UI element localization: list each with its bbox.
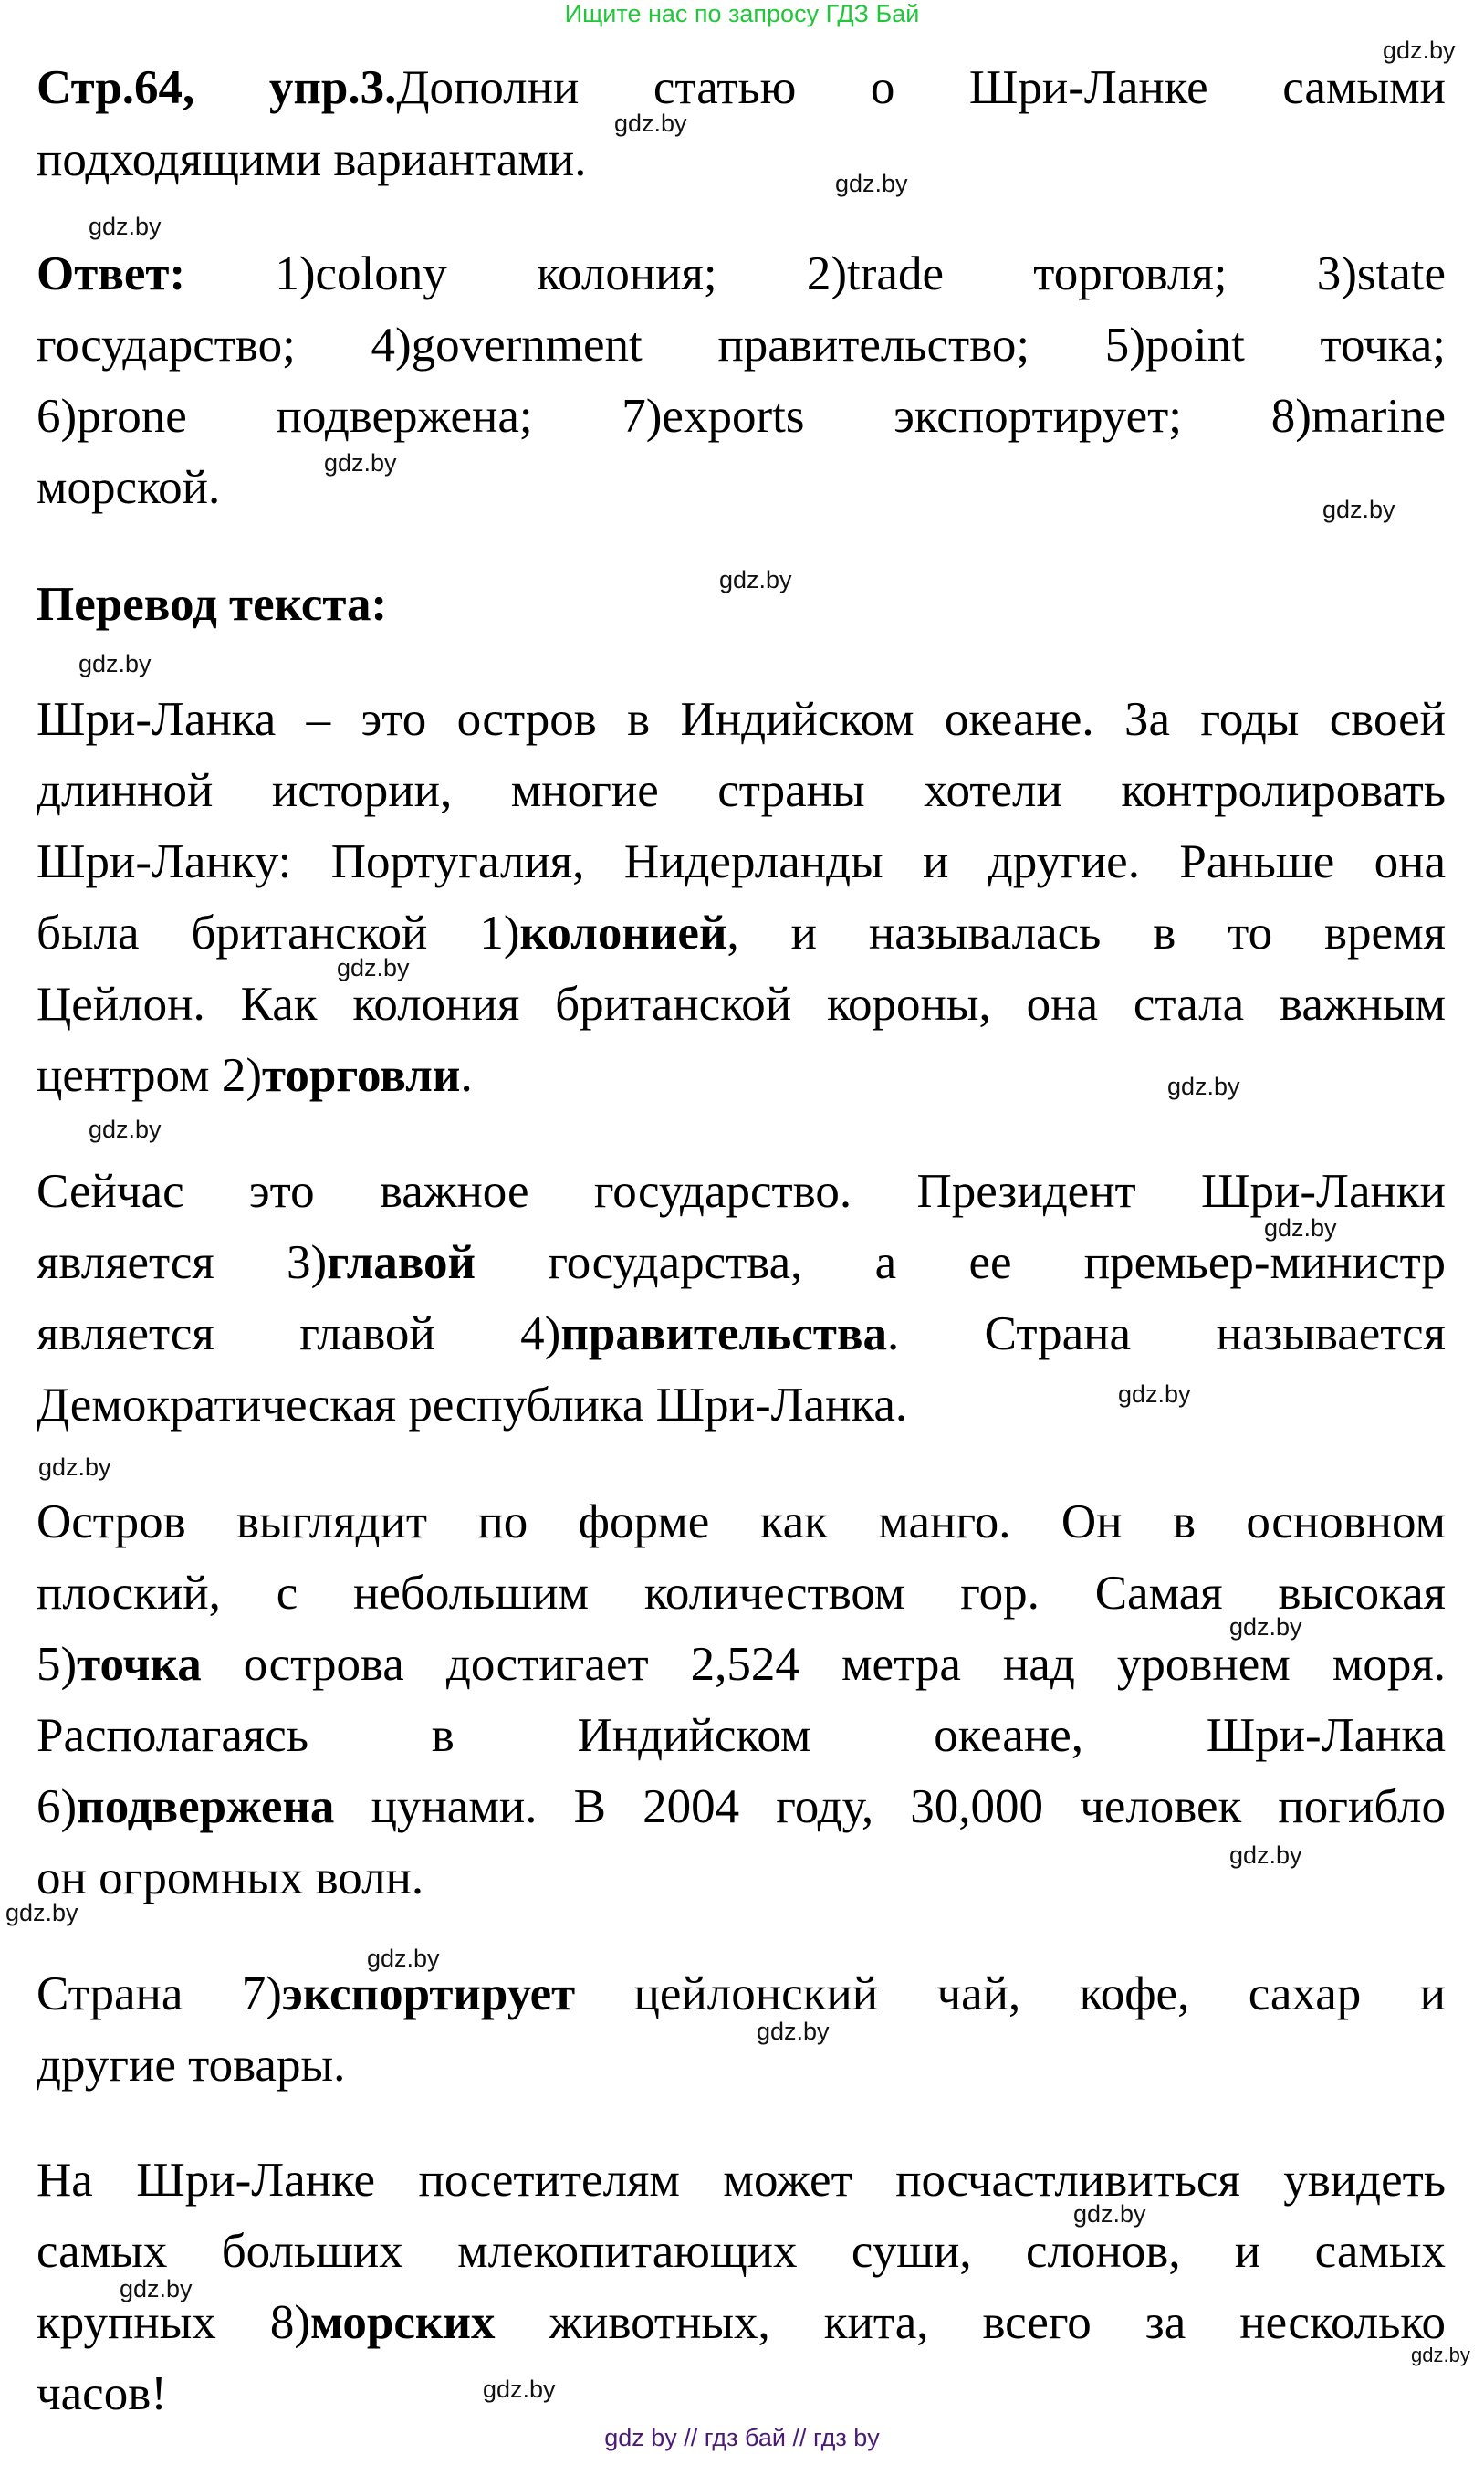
p3-line-5: 6)подвержена цунами. В 2004 году, 30,000 человек погибло [37, 1780, 1446, 1833]
watermark: gdz.by [1229, 1841, 1302, 1869]
footer-links[interactable]: gdz by // гдз бай // гдз by [604, 2424, 880, 2451]
p1-line-6: центром 2)торговли. [37, 1049, 473, 1102]
p3-line-6: он огромных волн. [37, 1851, 424, 1904]
p4-line-2: другие товары. [37, 2039, 346, 2092]
heading-text-line2: подходящими вариантами. [37, 133, 587, 186]
watermark: gdz.by [1167, 1073, 1240, 1100]
watermark: gdz.by [719, 566, 792, 593]
answer-line-2: государство; 4)government правительство; 5)point точка; [37, 319, 1446, 372]
watermark: gdz.by [757, 2018, 830, 2045]
watermark: gdz.by [337, 954, 410, 981]
watermark: gdz.by [5, 1899, 78, 1926]
p3-line-1: Остров выглядит по форме как манго. Он в основном [37, 1495, 1446, 1548]
p2-line-2: является 3)главой государства, а ее премьер-министр [37, 1236, 1446, 1289]
p2-line-4: Демократическая республика Шри-Ланка. [37, 1379, 908, 1432]
p5-line-2: самых больших млекопитающих суши, слонов, и самых [37, 2225, 1446, 2278]
answer-word: правительства [560, 1307, 887, 1360]
watermark: gdz.by [1411, 2344, 1470, 2366]
p5-line-1: На Шри-Ланке посетителям может посчастливиться увидеть [37, 2154, 1446, 2207]
translation-title: Перевод текста: [37, 578, 388, 631]
answer-word: экспортирует [281, 1967, 576, 2020]
watermark: gdz.by [1118, 1380, 1191, 1408]
watermark: gdz.by [89, 1116, 162, 1143]
watermark: gdz.by [1264, 1214, 1337, 1242]
watermark: gdz.by [324, 449, 397, 477]
watermark: gdz.by [1322, 496, 1395, 523]
watermark: gdz.by [1229, 1613, 1302, 1641]
watermark: gdz.by [38, 1453, 111, 1481]
answer-word: точка [77, 1638, 202, 1691]
page-ref: Стр.64, [37, 61, 195, 114]
p1-line-4: была британской 1)колонией, и называлась в то время [37, 907, 1447, 960]
watermark: gdz.by [1383, 37, 1456, 64]
answer-word: главой [327, 1236, 476, 1289]
answer-word: подвержена [77, 1780, 335, 1833]
watermark: gdz.by [614, 110, 687, 137]
watermark: gdz.by [835, 170, 908, 197]
answer-word: морских [310, 2296, 496, 2349]
watermark: gdz.by [483, 2376, 556, 2403]
p4-line-1: Страна 7)экспортирует цейлонский чай, кофе, сахар и [37, 1967, 1446, 2020]
answer-word: колонией [519, 907, 727, 960]
answer-label: Ответ: [37, 247, 186, 300]
answer-word: торговли [262, 1049, 461, 1102]
p5-line-3: крупных 8)морских животных, кита, всего за несколько [37, 2296, 1446, 2349]
answer-line-1: Ответ: 1)colony колония; 2)trade торговля; 3)state [37, 247, 1447, 300]
p2-line-3: является главой 4)правительства. Страна называется [37, 1307, 1446, 1360]
watermark: gdz.by [120, 2275, 193, 2302]
exercise-ref: упр.3. [268, 61, 397, 114]
p5-line-4: часов! [37, 2367, 167, 2420]
exercise-heading [37, 60, 1446, 115]
watermark: gdz.by [89, 213, 162, 240]
watermark: gdz.by [78, 650, 152, 677]
watermark: gdz.by [1073, 2200, 1146, 2228]
p2-line-1: Сейчас это важное государство. Президент Шри-Ланки [37, 1165, 1446, 1218]
p1-line-1: Шри-Ланка – это остров в Индийском океане. За годы своей [37, 693, 1446, 746]
p1-line-2: длинной истории, многие страны хотели контролировать [37, 764, 1446, 817]
answer-line-3: 6)prone подвержена; 7)exports экспортирует; 8)marine [37, 390, 1446, 443]
search-banner[interactable]: Ищите нас по запросу ГДЗ Бай [564, 0, 920, 27]
p1-line-5: Цейлон. Как колония британской короны, она стала важным [37, 978, 1446, 1031]
answer-line-4: морской. [37, 461, 221, 514]
p3-line-3: 5)точка острова достигает 2,524 метра над уровнем моря. [37, 1638, 1446, 1691]
p3-line-4: Располагаясь в Индийском океане, Шри-Ланка [37, 1709, 1446, 1762]
p1-line-3: Шри-Ланку: Португалия, Нидерланды и другие. Раньше она [37, 835, 1446, 888]
watermark: gdz.by [367, 1945, 440, 1972]
p3-line-2: плоский, с небольшим количеством гор. Самая высокая [37, 1567, 1446, 1620]
heading-text: Дополни статью о Шри-Ланке самыми [396, 61, 1447, 114]
